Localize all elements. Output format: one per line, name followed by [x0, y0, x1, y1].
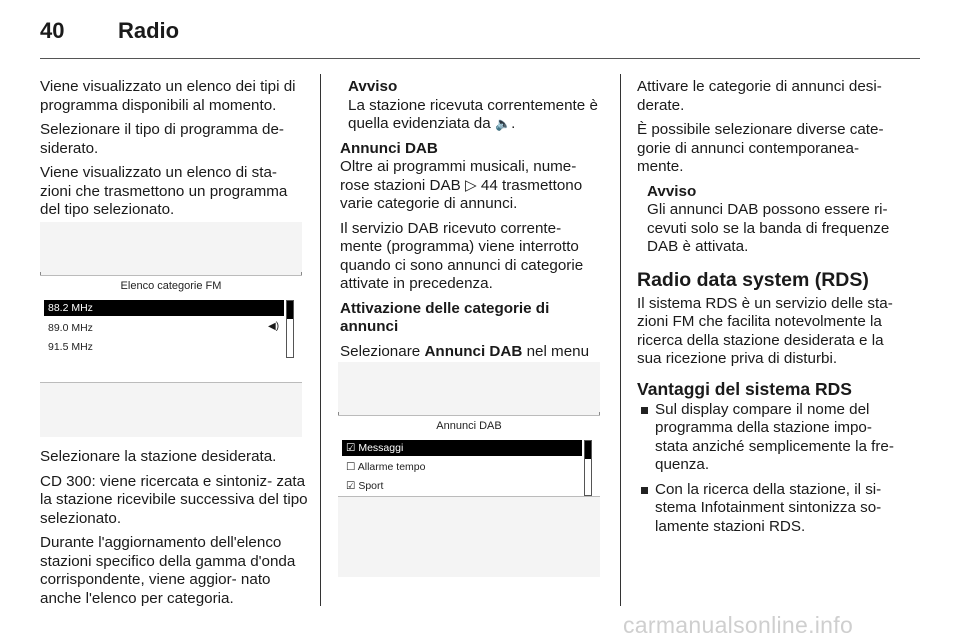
note-body: Gli annunci DAB possono essere ri- cevuti solo se la banda di frequenze DAB è attivata.	[647, 201, 890, 255]
scrollbar[interactable]	[584, 440, 592, 496]
column-1	[40, 78, 308, 226]
bullet-square-icon	[641, 487, 648, 494]
paragraph: Viene visualizzato un elenco dei tipi di programma disponibili al momento.	[40, 78, 296, 114]
list-item-label: Allarme tempo	[357, 461, 426, 473]
list-item[interactable]: 89.0 MHz	[48, 322, 93, 334]
heading-vantaggi: Vantaggi del sistema RDS	[637, 378, 852, 399]
checkbox-checked-icon: ☑	[346, 442, 356, 454]
screen-title: Elenco categorie FM	[120, 280, 222, 292]
fm-category-screen-figure	[40, 222, 302, 437]
column-3	[637, 78, 905, 542]
dab-screen	[338, 415, 600, 497]
bullet-text: Sul display compare il nome del programma della stazione impo- stata anziché semplicemente la fre- quenza.	[655, 400, 894, 473]
speaker-icon: 🔈	[494, 116, 512, 131]
paragraph: Durante l'aggiornamento dell'elenco stazioni specifico della gamma d'onda corrispondente, viene aggior- nato anche l'elenco per categoria.	[40, 534, 296, 607]
scrollbar[interactable]	[286, 300, 294, 358]
list-item[interactable]	[342, 478, 582, 494]
paragraph: Viene visualizzato un elenco di sta- zioni che trasmettono un programma del tipo selezionato.	[40, 164, 288, 218]
note-box	[647, 183, 905, 257]
section-title: Radio	[118, 18, 180, 43]
paragraph: Attivare le categorie di annunci desi- derate.	[637, 78, 882, 114]
list-item	[637, 481, 905, 537]
list-item-selected[interactable]	[342, 440, 582, 456]
scrollbar-thumb[interactable]	[585, 441, 591, 459]
page-header	[40, 18, 920, 60]
note-body	[348, 97, 605, 134]
dab-announcement-screen-figure	[338, 362, 600, 577]
heading-activation: Attivazione delle categorie di annunci	[340, 299, 550, 335]
paragraph-text: 44 trasmettono varie categorie di annunci.	[340, 176, 583, 212]
fm-screen	[40, 275, 302, 383]
checkbox-empty-icon: ☐	[346, 461, 356, 473]
paragraph-text: nel menu	[526, 342, 590, 360]
bullet-square-icon	[641, 407, 648, 414]
paragraph: È possibile selezionare diverse cate- gorie di annunci contemporanea- mente.	[637, 121, 884, 175]
column-divider-1	[320, 74, 321, 606]
screen-title: Annunci DAB	[436, 420, 502, 432]
watermark: carmanualsonline.info	[623, 612, 854, 638]
bullet-text: Con la ricerca della stazione, il si- stema Infotainment sintonizza so- lamente stazioni RDS.	[655, 480, 882, 535]
paragraph: Il sistema RDS è un servizio delle sta- zioni FM che facilita notevolmente la ricerca della stazione desiderata e la sua ricezione priva di disturbi.	[637, 294, 893, 367]
checkbox-checked-icon: ☑	[346, 480, 356, 492]
paragraph	[340, 158, 605, 214]
list-item-label: Messaggi	[358, 442, 404, 454]
paragraph: Il servizio DAB ricevuto corrente- mente (programma) viene interrotto quando ci sono annunci di categorie attivate in precedenza.	[340, 219, 584, 292]
column-1-lower	[40, 448, 308, 614]
list-item-label: Sport	[358, 480, 384, 492]
paragraph: CD 300: viene ricercata e sintoniz- zata la stazione ricevibile successiva del tipo selezionato.	[40, 472, 308, 527]
header-divider	[40, 58, 920, 59]
note-text-end: .	[511, 115, 516, 132]
list-item-selected[interactable]: 88.2 MHz	[44, 300, 284, 316]
list-item	[637, 401, 905, 475]
speaker-icon: ◀)	[268, 321, 280, 332]
menu-name: Annunci DAB	[424, 342, 523, 360]
page-reference-icon: ▷	[464, 176, 477, 194]
paragraph-text: Oltre ai programmi musicali, nume- rose stazioni DAB	[340, 158, 577, 194]
note-title: Avviso	[348, 78, 398, 95]
paragraph: Selezionare la stazione desiderata.	[40, 448, 277, 465]
page-number: 40	[40, 18, 65, 43]
note-text: La stazione ricevuta correntemente è quella evidenziata da	[348, 96, 598, 132]
paragraph-text: Selezionare	[340, 342, 421, 360]
list-item[interactable]	[342, 459, 582, 475]
paragraph: Selezionare il tipo di programma de- siderato.	[40, 121, 284, 157]
column-divider-2	[620, 74, 621, 606]
column-2	[340, 78, 605, 386]
heading-dab: Annunci DAB	[340, 139, 438, 157]
scrollbar-thumb[interactable]	[287, 301, 293, 319]
heading-rds: Radio data system (RDS)	[637, 268, 869, 291]
note-title: Avviso	[647, 182, 697, 200]
note-box	[348, 78, 605, 134]
list-item[interactable]: 91.5 MHz	[48, 341, 93, 353]
